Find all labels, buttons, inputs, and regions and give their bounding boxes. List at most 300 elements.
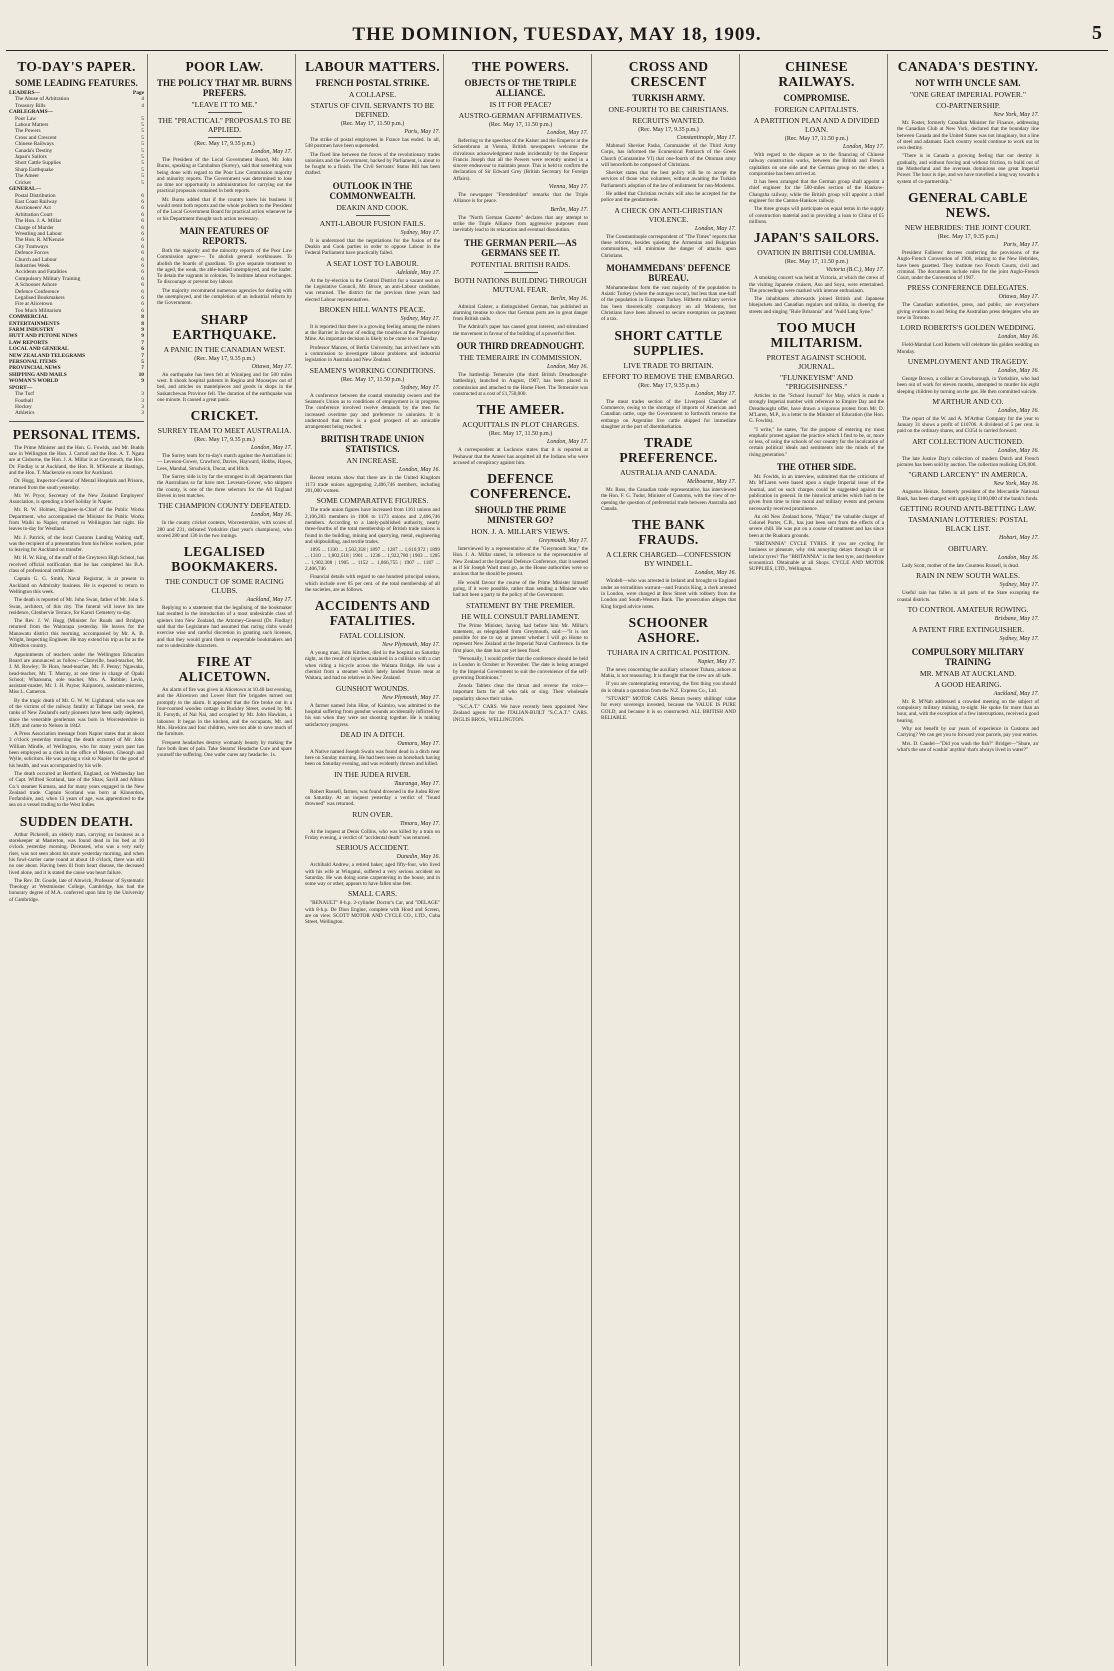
place-dateline: Vienna, May 17. (548, 184, 588, 191)
crossheading: ACQUITTALS IN PLOT CHARGES. (462, 420, 579, 430)
subheadline: OBJECTS OF THE TRIPLE ALLIANCE. (464, 78, 577, 98)
contents-entry-label: Short Cattle Supplies (15, 160, 61, 167)
place-dateline: Constantinople, May 17. (676, 135, 736, 141)
subheadline: MOHAMMEDANS' DEFENCE BUREAU. (606, 262, 731, 283)
divider (208, 137, 242, 138)
crossheading: PROTEST AGAINST SCHOOL JOURNAL. (766, 353, 867, 372)
contents-entry-page: 7 (141, 352, 144, 359)
contents-entry-page: 7 (141, 339, 144, 346)
article-paragraph: A Press Association message from Napier states that at about 3 o'clock yesterday morning the death occurred of Mr. John William Mindle, of Wellington, who for many years past has been employed as a clerk in the office of Messrs. Gheorgh and Wylie, solicitors. He was paying a visit to Napier for the good of his health, and was accompanied by his wife. (9, 731, 144, 769)
place-dateline: Sydney, May 17. (400, 229, 440, 236)
place-dateline: London, May 16. (695, 570, 736, 577)
article-paragraph: "S.C.A.T." CARS. We have recently been appointed New Zealand agents for the ITALIAN-BUILT "S.C.A.T." CARS. INGLIS BROS., WELLINGTON. (453, 704, 588, 723)
dateline: (Rec. May 17, 9.35 p.m.) (194, 437, 255, 444)
place-dateline: New Plymouth, May 17. (382, 642, 440, 649)
contents-entry-page: 9 (141, 378, 144, 385)
contents-entry-page: 6 (141, 346, 144, 353)
contents-entry-page: 6 (141, 288, 144, 295)
contents-entry-page: 6 (141, 250, 144, 257)
contents-entry-page: 4 (141, 96, 144, 103)
article-paragraph: The report of the W. and A. M'Arthur Company for the year to January 31 shows a profit of £10706. A dividend of 5 per cent. is paid on the ordinary shares, and £3354 is carried forward. (897, 415, 1039, 435)
subheadline: THE GERMAN PERIL—AS GERMANS SEE IT. (464, 237, 577, 258)
crossheading: STATUS OF CIVIL SERVANTS TO BE DEFINED. (310, 101, 435, 119)
contents-entry-label: Sharp Earthquake (15, 166, 54, 173)
article-paragraph: The President of the Local Government Board, Mr. John Burns, speaking at Carshalton (Surrey), said that something was being done with regard to the Poor Law Commission majority and minority reports. The Government was determined to lose no time nor opportunity in administration for carrying out the practical proposals contained in both reports. (157, 157, 292, 195)
crossheading: ANTI-LABOUR FUSION FAILS. (319, 218, 426, 228)
contents-entry (9, 410, 144, 416)
place-dateline: New York, May 16. (993, 481, 1039, 488)
dateline: (Rec. May 17, 11.50 p.m.) (784, 136, 849, 142)
article-paragraph: An alarm of fire was given in Alicetown at 10.40 last evening, and the Alicetown and Lower Hutt fire brigades turned out promptly to the alarm. It appeared that the fire broke out in a four-roomed wooden cottage in Buckley Street, owned by Mr. R. Forsyth, of Nai Nai, and occupied by Mr. John Hawkins, a labourer. It began in the kitchen, and the occupants, Mr. and Mrs. Hawkins and four children, were not able to save much of the furniture. (157, 687, 292, 738)
contents-entry-label: GENERAL— (9, 186, 42, 193)
crossheading: SERIOUS ACCIDENT. (336, 843, 409, 853)
contents-entry-page: 6 (141, 218, 144, 225)
section-headline: TRADE PREFERENCE. (619, 435, 718, 466)
contents-entry-page: 5 (141, 115, 144, 122)
article-paragraph: Mr. R. M'Nab addressed a crowded meeting on the subject of compulsory military training, to-night. He spoke for more than an hour, and, with the exception of a few interruptions, received a good hearing. (897, 698, 1039, 724)
article-paragraph: By the tragic death of Mr. G. W. W. Lightband, who was one of the victims of the railway fatality at Taihape last week, the ranks of New Zealand's early pioneers have been sadly depleted, since the venerable gentleman was born in Worcestershire in 1829, and came to Nelson in 1842. (9, 697, 144, 729)
section-headline: CROSS AND CRESCENT (628, 59, 709, 89)
contents-entry-label: Charge of Murder (15, 224, 54, 231)
article-paragraph: Lady Scott, mother of the late Countess Russell, is dead. (902, 562, 1020, 569)
contents-entry-label: Church and Labour (15, 256, 57, 263)
subheadline: TURKISH ARMY. (632, 93, 705, 103)
place-dateline: Napier, May 17. (697, 658, 736, 665)
crossheading: A PANIC IN THE CANADIAN WEST. (163, 344, 286, 354)
article-paragraph: Mr. Burns added that if the country knew his business it would remit both reports and the whole problem to the President of the Local Government Board for practical action whenever he or his Department thought such action necessary. (157, 196, 292, 222)
contents-entry-label: Canada's Destiny (15, 147, 53, 154)
column-5 (598, 54, 740, 1666)
place-dateline: Adelaide, May 17. (396, 269, 440, 276)
place-dateline: London, May 17. (843, 144, 884, 150)
crossheading: "FLUNKEYISM" AND "PRIGGISHNESS." (779, 373, 854, 392)
article-paragraph: Recent returns show that there are in the United Kingdom 1173 trade unions aggregating 2,406,746 members, including 201,000 women. (305, 475, 440, 495)
article-paragraph: Mr. R. W. Holmes, Engineer-in-Chief of the Public Works Department, who accompanied the Minister for Public Works from Waihi to Napier, returned to Wellington last night. He leaves to-day for Westland. (9, 507, 144, 533)
contents-entry-label: Poor Law (15, 115, 37, 122)
section-headline: LEGALISED BOOKMAKERS. (171, 544, 278, 575)
article-paragraph: The death is reported of Mr. John Swan, father of Mr. John S. Swan, architect, of this city. The funeral will leave his late residence, Glenbervie Terrace, for Karori Cemetery to-day. (9, 597, 144, 616)
contents-entry-page: 6 (141, 295, 144, 301)
place-dateline: Sydney, May 17. (999, 635, 1039, 642)
place-dateline: London, May 16. (399, 467, 440, 474)
contents-entry-label: The Hon. R. M'Kenzie (15, 237, 65, 244)
crossheading: BROKEN HILL WANTS PEACE. (319, 304, 426, 314)
section-headline: DEFENCE CONFERENCE. (469, 471, 572, 502)
contents-entry-page: 6 (141, 198, 144, 205)
contents-entry-page: 3 (141, 391, 144, 398)
contents-entry-label: PERSONAL ITEMS (9, 359, 57, 366)
crossheading: M'ARTHUR AND CO. (932, 396, 1004, 406)
column-6 (746, 54, 888, 1666)
place-dateline: Victoria (B.C.), May 17. (825, 267, 884, 274)
contents-entry-label: Compulsory Military Training (15, 275, 81, 282)
contents-entry-page: 5 (141, 128, 144, 135)
masthead-title: THE DOMINION, TUESDAY, MAY 18, 1909. (352, 24, 762, 45)
crossheading: EFFORT TO REMOVE THE EMBARGO. (602, 371, 735, 381)
place-dateline: London, May 17. (251, 149, 292, 155)
column-7 (894, 54, 1042, 1666)
masthead-rule (6, 50, 1108, 51)
article-paragraph: Professor Mances, of Berlin University, has arrived here with a commission to investigate labour problems and industrial legislation in Australia and New Zealand. (305, 344, 440, 364)
dateline: (Rec. May 17, 11.50 p.m.) (784, 259, 849, 266)
section-headline: THE BANK FRAUDS. (631, 517, 706, 548)
contents-entry-page: 8 (141, 320, 144, 327)
article-paragraph: George Brown, a collier at Crowborough, in Yorkshire, who had been out of work for eleven months, attempted to murder his eight sleeping children by turning on the gas. He then committed suicide. (897, 375, 1039, 395)
subheadline: MAIN FEATURES OF REPORTS. (179, 225, 270, 246)
contents-entry-label: Auctioneers' Act (15, 205, 51, 212)
article-paragraph: Why not benefit by our years of experience in Customs and Carrying? We can get you to forward your parcels, pay your entries. (897, 725, 1039, 739)
article-paragraph: "BRITANNIA" CYCLE TYRES. If you are cycling for business or pleasure, why risk annoying delays through ill or inferior tyres? The "BRITANNIA" is the best tyre, and therefore economical. Obtainable at all Shops. CYCLE AND MOTOR SUPPLIES, LTD., Wellington. (749, 540, 884, 573)
article-paragraph: The meat trades section of the Liverpool Chamber of Commerce, owing to the shortage of imports of American and Canadian cattle, urge the Government to forthwith remove the embargo on Argentine live cattle shipped for immediate slaughter at the port of disembarkation. (601, 398, 736, 430)
crossheading: GETTING ROUND ANTI-BETTING LAW. (899, 503, 1037, 513)
article-paragraph: The "North German Gazette" declares that any attempt to strike the Triple Alliance from aggressive purposes must inevitably lead to its relaxation and eventual dissolution. (453, 214, 588, 234)
article-paragraph: A farmer named John Hine, of Kaimiro, was admitted to the hospital suffering from gunshot wounds accidentally inflicted by his son when they were out shooting together. He is making satisfactory progress. (305, 702, 440, 728)
crossheading: A COLLAPSE. (348, 90, 397, 99)
contents-entry-page: 5 (141, 122, 144, 129)
contents-entry-label: Industries Week (15, 262, 50, 269)
crossheading: POTENTIAL BRITISH RAIDS. (470, 259, 571, 269)
subheadline: COMPULSORY MILITARY TRAINING (911, 646, 1025, 667)
crossheading: MR. M'NAB AT AUCKLAND. (919, 668, 1017, 678)
place-dateline: Sydney, May 17. (400, 384, 440, 391)
contents-entry-label: COMMERCIAL (9, 314, 49, 321)
place-dateline: Auckland, May 17. (993, 690, 1039, 697)
article-paragraph: Mr. Ross, the Canadian trade representative, has interviewed the Hon. F. G. Tudor, Minister of Customs, with the view of re-opening the question of preferential trade between Australia and Canada. (601, 487, 736, 513)
article-paragraph: Useful rain has fallen in all parts of the State excepting the coastal districts. (897, 590, 1039, 603)
crossheading: AUSTRO-GERMAN AFFIRMATIVES. (458, 111, 583, 120)
crossheading: THE CONDUCT OF SOME RACING CLUBS. (165, 577, 284, 596)
dateline: (Rec. May 17, 11.50 p.m.) (340, 376, 405, 383)
contents-entry-page: 6 (141, 205, 144, 212)
divider (356, 215, 390, 216)
column-4 (450, 54, 592, 1666)
article-paragraph: Mohammedans form the vast majority of the population in Asiatic Turkey (where the outrages occur), but less than one-half of the population in European Turkey. Hitherto military service has been theoretically compulsory on all Moslems, but Christians have been allowed to secure exemption on payment of a tax. (601, 284, 736, 323)
section-headline: CRICKET. (190, 408, 259, 424)
article-paragraph: Mr. J. Patrick, of the local Customs Landing Waiting staff, was the recipient of a presentation from his fellow workers, prior to leaving for Auckland on transfer. (9, 534, 144, 554)
article-paragraph: "I write," he states, "for the purpose of entering my most emphatic protest against the practice which I find to be, or, more or less, of using the schools of our country for the inculcation of certain political ideals and sentiments into the minds of the rising generation." (749, 426, 884, 458)
contents-entry-page: 5 (141, 179, 144, 186)
subheadline: SHOULD THE PRIME MINISTER GO? (474, 505, 567, 526)
article-paragraph: The trade union figures have increased from 1161 unions and 2,106,283 members in 1906 to 1173 unions and 2,406,746 members. According to a lately-published authority, nearly three-fourths of the total membership of British trade unions is found in the building, mining and quarrying, metal, engineering and shipbuilding, and textile trades. (305, 507, 440, 545)
masthead (0, 0, 1114, 50)
section-headline: SCHOONER ASHORE. (628, 614, 709, 645)
place-dateline: Timaru, May 17. (399, 820, 440, 827)
article-paragraph: Mr. Fowlds, in an interview, submitted that the criticisms of Mr. M'Laren were based upon a single Imperial issue of the Journal, and on such charges could be suggested against the publication in general. In the historical articles which had to be given from time to time moral and military events and persons necessarily received prominence. (749, 474, 884, 512)
place-dateline: London, May 16. (998, 447, 1039, 454)
place-dateline: Greymouth, May 17. (538, 538, 588, 545)
contents-entry-label: Too Much Militarism (15, 307, 62, 314)
contents-entry-label: Accidents and Fatalities (15, 269, 67, 276)
place-dateline: Melbourne, May 17. (687, 479, 736, 486)
crossheading: A PARTITION PLAN AND A DIVIDED LOAN. (753, 116, 880, 134)
crossheading: SOME COMPARATIVE FIGURES. (316, 496, 429, 506)
crossheading: A CHECK ON ANTI-CHRISTIAN VIOLENCE. (614, 205, 723, 224)
place-dateline: Berlin, May 17. (550, 206, 588, 213)
crossheading: FOREIGN CAPITALISTS. (774, 105, 859, 114)
section-headline: THE POWERS. (471, 59, 570, 74)
article-paragraph: President Fallieres' decrees conferring the provisions of the Anglo-French Convention of 1906, relating to the New Hebrides, have been gazetted. They institute two French Courts, civil and criminal. The documents include rules for the joint Anglo-French Court, under the Convention of 1907. (897, 249, 1039, 282)
place-dateline: London, May 17. (251, 445, 292, 452)
contents-entry-label: Defence Conference (15, 288, 60, 295)
article-paragraph: "There is in Canada a growing feeling that our destiny is gradually, and without forcing and without friction, to build out of the Motherland and the overseas dominions one great Imperial Power. The hour is ripe, and we have travelled a long way towards a system of co-partnership." (897, 153, 1039, 185)
article-paragraph: Windell—who was arrested in Ireland and brought to England under an extradition warrant—and Francis King, a clerk arrested in London, were charged at Bow Street with robbery from the London and South-Western Bank. The prosecution alleges that King forged advice notes. (601, 578, 736, 610)
contents-entry-label: Athletics (15, 410, 35, 417)
article-paragraph: A Native named Joseph Swain was found dead in a ditch near here on Sunday morning. He had been seen on horseback having been on Saturday evening, and was evidently thrown and killed. (305, 748, 440, 768)
crossheading: STATEMENT BY THE PREMIER. (466, 600, 575, 610)
contents-entry-page: 5 (141, 166, 144, 173)
divider (208, 112, 242, 113)
article-paragraph: An old New Zealand horse, "Major," the valuable charger of Colonel Porter, C.B., has just been sent from the effects of a severe chill. He was put on a course of treatment and has since been at the Ruakura grounds. (749, 513, 884, 539)
place-dateline: New York, May 17. (993, 112, 1039, 118)
article-paragraph: The death occurred at Hertford, England, on Wednesday last of Capt. Wilfred Scotland, late of the Shaw, Savill and Albion Co.'s steamer Kumara, and for many years engaged in the New Zealand trade. Captain Scotland was born at Kinnordon, Forfarshire, and, when 13 years of age, was apprenticed to the sea on a vessel trading to the West Indies. (9, 770, 144, 809)
place-dateline: Brisbane, May 17. (994, 615, 1039, 622)
article-paragraph: Interviewed by a representative of the "Greymouth Star," the Hon. J. A. Millar stated, in reference to the representative of New Zealand at the Imperial Defence Conference, that it seemed as if Sir Joseph Ward must go, as the House authorities were so anxious that he should be present. (453, 546, 588, 578)
contents-entry-label: NEW ZEALAND TELEGRAMS (9, 352, 86, 359)
contents-entry-label: The Powers (15, 128, 41, 135)
contents-entry-page: Page (132, 90, 144, 96)
place-dateline: Paris, May 17. (404, 129, 440, 135)
contents-entry-page: 5 (141, 134, 144, 141)
contents-entry-page: 3 (141, 410, 144, 417)
crossheading: SURREY TEAM TO MEET AUSTRALIA. (157, 426, 292, 436)
place-dateline: Paris, May 17. (1003, 241, 1039, 248)
place-dateline: Auckland, May 17. (246, 597, 292, 604)
dateline: (Rec. May 17, 9.35 p.m.) (638, 127, 699, 133)
article-paragraph: It has been arranged that the German group shall appoint a chief engineer for the 500-miles section of the Hankow-Changsha railway, while the British group will appoint a chief engineer for the Canton-Hankow railway. (749, 179, 884, 205)
contents-entry-label: HUTT AND PETONE NEWS (9, 333, 78, 340)
contents-entry-label: The Hon. J. A. Millar (15, 218, 62, 225)
crossheading: GUNSHOT WOUNDS. (335, 683, 410, 693)
divider (9, 421, 144, 422)
contents-entry-label: LOCAL AND GENERAL (9, 346, 69, 353)
place-dateline: Sydney, May 17. (999, 582, 1039, 589)
article-paragraph: The Rev. J. W. Hogg (Minister for Roads and Bridges) returned from the Wairarapa yesterday. He leaves for the Manawatu district this morning, accompanied by Mr. A. B. Wright, Inspecting Engineer. He may extend his trip as far as the Alfredton country. (9, 618, 144, 650)
crossheading: OBITUARY. (948, 543, 988, 553)
contents-entry-page: 3 (141, 397, 144, 404)
article-paragraph: The Prime Minister and the Hon. G. Fowlds, and Mr. Budds saw in Wellington the Hon. J. Carroll and the Hon. A. T. Ngata are at Gisborne, the Hon. J. A. Millar is at Greymouth, the Hon. Dr. Findlay is at Auckland, the Hon. R. M'Kenzie at Hastings, and the Hon. T. Mackenzie en route for Auckland. (9, 444, 144, 476)
crossheading: A GOOD HEARING. (934, 679, 1002, 689)
place-dateline: Tauranga, May 17. (394, 780, 440, 787)
subheadline: COMPROMISE. (783, 93, 850, 103)
article-paragraph: The Constantinople correspondent of "The Times" reports that these reforms, besides quieting the Armenian and Bulgarian communities, will minimise the danger of attacks upon Christians. (601, 233, 736, 259)
contents-entry-page: 3 (141, 403, 144, 410)
article-paragraph: Arthur Pickerell, an elderly man, carrying on business as a storekeeper at Masterton, was found dead in his bed at 10 o'clock yesterday morning. Deceased, who was a very early riser, was not seen about his store yesterday morning, and when his fowl-carrier came round at about 10 o'clock, there was still no one about. Having been ill from heart disease, the deceased lived alone, and it is stated the cause was heart failure. (9, 831, 144, 876)
subheadline: NOT WITH UNCLE SAM. (915, 78, 1021, 88)
section-headline: CANADA'S DESTINY. (897, 59, 1039, 74)
contents-entry-label: Wrestling and Labour (15, 230, 63, 237)
contents-entry-page: 6 (141, 237, 144, 244)
section-headline: FIRE AT ALICETOWN. (178, 654, 271, 685)
section-headline: TO-DAY'S PAPER. (17, 59, 136, 74)
contents-entry-label: Treasury Bills (15, 102, 46, 109)
article-paragraph: At the by-election in the Central District for a vacant seat on the Legislative Council, Mr. Bruce, an anti-Labour candidate, was returned. The district for the previous three years had elected Labour representatives. (305, 277, 440, 303)
article-paragraph: Replying to a statement that the legalising of the bookmaker had resulted in the introduction of a most undesirable class of spielers into New Zealand, the Attorney-General (Dr. Findlay) said that the Legislature had assumed that racing clubs would exercise wise and careful discretion in granting such licenses, and that they would grant them to respectable bookmakers and not to undesirable characters. (157, 605, 292, 649)
contents-entry-label: LAW REPORTS (9, 339, 48, 346)
crossheading: LORD ROBERTS'S GOLDEN WEDDING. (900, 323, 1036, 333)
place-dateline: London, May 16. (251, 512, 292, 519)
contents-list (9, 90, 144, 417)
contents-entry-label: Cricket (15, 179, 31, 186)
article-paragraph: The Surrey side is by far the strongest in all departments that the Australians so far have met. Leveson-Gower, who skippers the county, is one of the three selectors for the All England Eleven in test matches. (157, 474, 292, 499)
crossheading: AUSTRALIA AND CANADA. (620, 468, 717, 478)
section-headline: JAPAN'S SAILORS. (753, 230, 880, 246)
crossheading: A PATENT FIRE EXTINGUISHER. (911, 624, 1025, 634)
crossheading: RAIN IN NEW SOUTH WALES. (916, 571, 1020, 581)
contents-entry-page: 5 (141, 160, 144, 167)
article-paragraph: Mr. W. Pryor, Secretary of the New Zealand Employers' Association, is spending a brief holiday in Napier. (9, 492, 144, 506)
contents-entry-label: City Tramways (15, 243, 49, 250)
section-headline: SHARP EARTHQUAKE. (172, 311, 277, 342)
section-headline: SHORT CATTLE SUPPLIES. (614, 327, 723, 358)
article-paragraph: With regard to the dispute as to the financing of Chinese railway construction works, between the British and French capitalists on one side and the German group on the other, a compromise has been arrived at. (749, 152, 884, 177)
contents-entry-label: PROVINCIAL NEWS (9, 365, 61, 372)
contents-entry-label: The Abuse of Arbitration (15, 96, 70, 103)
article-paragraph: An earthquake has been felt at Winnipeg and for 500 miles west. It shook hospital patients in Regina and Moosejaw out of bed, and articles on mantelpieces and goods in shops in the Saskatchewan Province fell. The duration of the earthquake was one minute. It caused a great panic. (157, 371, 292, 403)
article-paragraph: In the county cricket contests, Worcestershire, with scores of 280 and 231, defeated Yorkshire (last year's champions), who scored 280 and 136 in the two innings. (157, 520, 292, 539)
contents-entry-label: Postal Distribution (15, 192, 56, 199)
contents-entry-label: WOMAN'S WORLD (9, 378, 59, 385)
crossheading: LIVE TRADE TO BRITAIN. (623, 360, 714, 370)
crossheading: HON. J. A. MILLAR'S VIEWS. (471, 527, 570, 537)
place-dateline: London, May 16. (998, 554, 1039, 561)
article-paragraph: Articles in the "School Journal" for May, which is made a strongly Imperial number with reference to Empire Day and the Dreadnought offer, have drawn a vigorous protest from Mr. D. M'Laren, M.P., in a letter to the Minister of Education (the Hon. G. Fowlds). (749, 393, 884, 425)
column-1 (6, 54, 148, 1666)
crossheading: UNEMPLOYMENT AND TRAGEDY. (907, 356, 1029, 366)
contents-entry-label: Defence Forces (15, 250, 49, 257)
crossheading: OVATION IN BRITISH COLUMBIA. (757, 248, 876, 258)
article-paragraph: The Prime Minister, having had before him Mr. Millar's statement, as telegraphed from Greymouth, said:—"It is not possible for me to say at present whether I will go Home to represent New Zealand at the Imperial Naval Conference. In the first place, the date has not yet been fixed. (453, 622, 588, 654)
subheadline: SOME LEADING FEATURES. (15, 78, 138, 88)
place-dateline: Berlin, May 16. (550, 295, 588, 302)
contents-entry-label: The Ameer (15, 173, 40, 180)
article-paragraph: Mr. Foster, formerly Canadian Minister for Finance, addressing the Canadian Club at New York, declared that the boundary line between Canada and the United States was not imaginary, but a line of steel and adamant. Each country would continue to work out its own destiny. (897, 120, 1039, 152)
crossheading: DEAD IN A DITCH. (340, 729, 405, 739)
crossheading: FATAL COLLISION. (339, 631, 406, 641)
article-paragraph: He added that Christian recruits will also be accepted for the police and the gendarmerie. (601, 191, 736, 204)
article-paragraph: The Rev. Dr. Goode, late of Alnwick, Professor of Systematic Theology at Westminster College, Cambridge, has had the honorary degree of M.A. conferred upon him by the University of Cambridge. (9, 877, 144, 903)
article-paragraph: The Canadian authorities, press, and public, are everywhere giving ovations to and feting the Australian press delegates who are now in Toronto. (897, 302, 1039, 322)
crossheading: BOTH NATIONS BUILDING THROUGH MUTUAL FEAR. (454, 275, 587, 294)
article-paragraph: Mr. H. W. King, of the staff of the Greytown High School, has received official notification that he has completed his B.A. class of professional certificate. (9, 555, 144, 575)
section-headline: POOR LAW. (185, 59, 264, 74)
section-headline: ACCIDENTS AND FATALITIES. (314, 598, 431, 629)
dateline: (Rec. May 17, 9.35 p.m.) (194, 141, 255, 147)
crossheading: TO CONTROL AMATEUR ROWING. (907, 604, 1029, 614)
contents-entry-page: 6 (141, 307, 144, 314)
contents-entry-label: Chinese Railways (15, 141, 54, 148)
article-paragraph: If you are contemplating removing, the first thing you should do is obtain a quotation from the N.Z. Express Co., Ltd. (601, 681, 736, 694)
article-paragraph: Field-Marshal Lord Roberts will celebrate his golden wedding on Monday. (897, 342, 1039, 355)
section-headline: PERSONAL ITEMS. (12, 426, 141, 442)
crossheading: SEAMEN'S WORKING CONDITIONS. (309, 365, 436, 375)
dateline: (Rec. May 17, 11.50 p.m.) (340, 121, 405, 127)
crossheading: IN THE JUDEA RIVER. (334, 769, 411, 779)
contents-entry-page: 6 (141, 230, 144, 237)
subheadline: FRENCH POSTAL STRIKE. (315, 78, 430, 88)
crossheading: AN INCREASE. (346, 456, 399, 466)
contents-entry-page: 6 (141, 192, 144, 199)
article-paragraph: The battleship Temeraire (the third British Dreadnought-battleship), launched in August, 1907, has been placed in commission and attached to the Home Fleet. The Temeraire was constructed at a cost of £1,750,000. (453, 372, 588, 397)
subheadline: OUR THIRD DREADNOUGHT. (456, 341, 585, 352)
subheadline: THE OTHER SIDE. (776, 462, 857, 473)
article-paragraph: "Personally, I would prefer that the conference should be held in London in October or November. The date is being arranged by the Imperial Government to suit the convenience of the self-governing Dominions." (453, 655, 588, 681)
section-headline: CHINESE RAILWAYS. (778, 59, 855, 89)
article-paragraph: At the inquest at Denis Collins, who was killed by a train on Friday evening, a verdict of "accidental death" was returned. (305, 828, 440, 841)
article-paragraph: Augustus Heinze, formerly president of the Mercantile National Bank, has been charged with applying £100,000 of the bank's funds. (897, 489, 1039, 502)
dateline: (Rec. May 17, 9.35 p.m.) (194, 355, 255, 362)
article-paragraph: Zenola Tablets clear the throat and reverse the voice—important facts for all who talk or sing. Their wholesale popularity shows their value. (453, 683, 588, 702)
contents-entry-label: Hockey (15, 403, 32, 410)
article-paragraph: Referring to the speeches of the Kaiser and the Emperor at the Schoenbrunn at Vienna, British newspapers welcome the chivalrous acknowledgment made incidentally by the Emperor Francis Joseph that all the Powers were recently united in a sincere endeavour to maintain peace. This is held to confirm the declaration of Sir Edward Grey (British Secretary for Foreign Affairs). (453, 138, 588, 182)
contents-entry-label: Legalised Bookmakers (15, 295, 65, 301)
contents-entry-label: FARM INDUSTRY (9, 327, 55, 334)
crossheading: SMALL CARS. (347, 889, 398, 899)
contents-entry-label: Football (15, 397, 33, 404)
contents-entry-page: 6 (141, 275, 144, 282)
subheadline: OUTLOOK IN THE COMMONWEALTH. (329, 180, 416, 201)
place-dateline: Ottawa, May 17. (251, 363, 292, 370)
article-paragraph: He would favour the course of the Prime Minister himself going, if it were possible, rather than sending a Minister who had not been a party to the policy of the Government. (453, 579, 588, 599)
contents-entry-page: 6 (141, 282, 144, 289)
crossheading: THE "PRACTICAL" PROPOSALS TO BE APPLIED. (157, 116, 292, 134)
crossheading: PRESS CONFERENCE DELEGATES. (907, 283, 1029, 293)
article-paragraph: Financial details with regard to one hundred principal unions, which include over 85 per cent. of the total membership of all the societies, are as follows. (305, 574, 440, 593)
crossheading: TUHARA IN A CRITICAL POSITION. (607, 647, 730, 657)
place-dateline: London, May 16. (998, 334, 1039, 341)
crossheading: "GRAND LARCENY" IN AMERICA. (908, 470, 1028, 480)
contents-entry-label: The Turf (15, 391, 35, 398)
contents-entry-label: A Schooner Ashore (15, 282, 57, 289)
article-paragraph: Dr. Hogg, Inspector-General of Mental Hospitals and Prisons, returned from the south yesterday. (9, 478, 144, 491)
contents-entry-page: 5 (141, 154, 144, 161)
contents-entry-page: 6 (141, 269, 144, 276)
column-2 (154, 54, 296, 1666)
article-paragraph: Mahmud Shevket Pasha, Commander of the Third Army Corps, has informed the Ecumenical Patriarch of the Greek Church (Constantine VI) that one-fourth of the Ottoman army will henceforth be composed of Christians. (601, 143, 736, 168)
contents-entry-label: SPORT— (9, 384, 33, 391)
divider (504, 272, 538, 273)
crossheading: "LEAVE IT TO ME." (191, 100, 258, 109)
contents-entry-page: 7 (141, 365, 144, 372)
column-3 (302, 54, 444, 1666)
crossheading: A SEAT LOST TO LABOUR. (326, 258, 419, 268)
article-paragraph: The news concerning the auxiliary schooner Tuhara, ashore at Mahia, is not reassuring. It is thought that the crew are all safe. (601, 666, 736, 680)
place-dateline: London, May 17. (547, 439, 588, 446)
article-paragraph: The majority recommend numerous agencies for dealing with the unemployed, and the completion of an industrial reform by the Government. (157, 287, 292, 307)
dateline: (Rec. May 17, 9.35 p.m.) (937, 233, 999, 240)
crossheading: NEW HEBRIDES: THE JOINT COURT. (904, 222, 1032, 232)
dateline: (Rec. May 17, 9.35 p.m.) (638, 382, 699, 389)
section-headline: LABOUR MATTERS. (305, 59, 440, 74)
article-paragraph: The fixed line between the forces of the revolutionary trades unionists and the Government, backed by Parliament, is about to be fought to a finish. The Civil Servants' Status Bill has been drafted. (305, 151, 440, 177)
dateline: (Rec. May 17, 11.50 p.m.) (488, 122, 553, 128)
contents-entry-label: SHIPPING AND MAILS (9, 371, 67, 378)
article-paragraph: A young man, John Kitchen, died in the hospital on Saturday night, as the result of injuries sustained in a collision with a cart when riding a bicycle across the Waitara Bridge. He was a chemist from a steamer which lately landed frozen meat at Waitara, and had no relatives in New Zealand. (305, 650, 440, 682)
contents-entry-page: 9 (141, 327, 144, 334)
article-paragraph: Both the majority and the minority reports of the Poor Law Commission agree:— To abolish general workhouses. To abolish the boards of guardians. To give separate treatment to the aged, the weak, the able-bodied unemployed, and the loafer. To detain the vagrants in colonies. To institute labour exchanges. To discourage or prevent boy labour. (157, 247, 292, 286)
section-headline: TOO MUCH MILITARISM. (770, 320, 863, 351)
contents-entry-page: 5 (141, 141, 144, 148)
article-paragraph: A correspondent at Lucknow states that it is reported at Peshawar that the Ameer has acquitted all the Indians who were accused of conspiracy against him. (453, 447, 588, 466)
section-headline: GENERAL CABLE NEWS. (908, 189, 1028, 220)
place-dateline: London, May 17. (695, 390, 736, 397)
contents-entry-page: 6 (141, 256, 144, 263)
news-columns (6, 54, 1108, 1666)
contents-entry-page: 6 (141, 301, 144, 308)
crossheading: A CLERK CHARGED—CONFESSION BY WINDELL. (606, 550, 731, 569)
article-paragraph: Admiral Galster, a distinguished German, has published an alarming treatise to show that German ports are in great danger from British raids. (453, 303, 588, 323)
contents-entry-page: 5 (141, 147, 144, 154)
section-headline: THE AMEER. (476, 402, 565, 418)
